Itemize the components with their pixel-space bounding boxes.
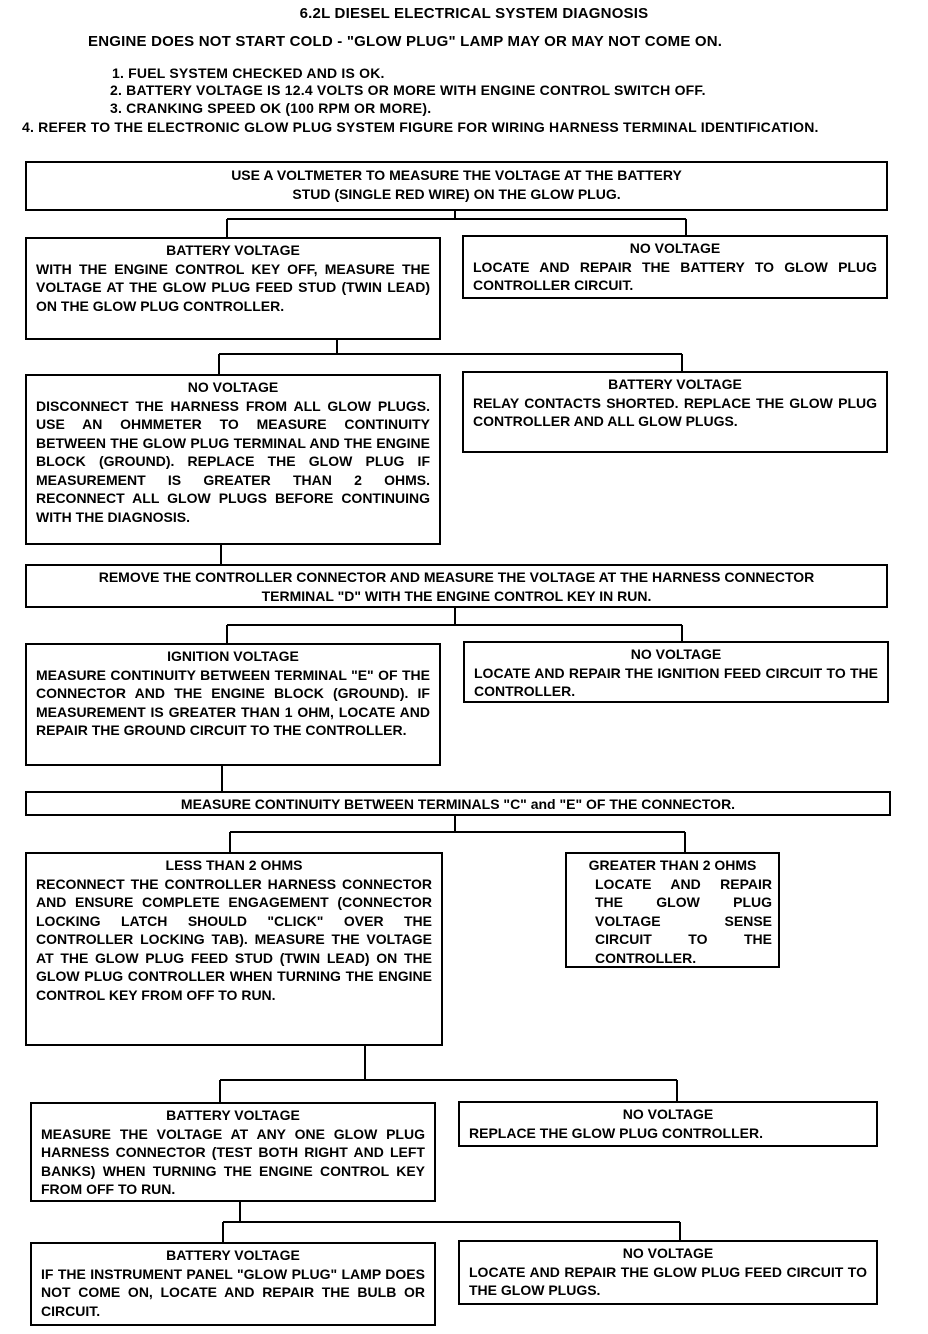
step-5-ignition-voltage-box xyxy=(25,643,441,766)
step-9-no-voltage-box xyxy=(458,1240,878,1305)
step-9-right-text: LOCATE AND REPAIR THE GLOW PLUG FEED CIRCUIT TO THE GLOW PLUGS. xyxy=(469,1263,867,1298)
step-3-left-text: DISCONNECT THE HARNESS FROM ALL GLOW PLUGS. USE AN OHMMETER TO MEASURE CONTINUITY BETWEEN THE GLOW PLUG TERMINAL AND THE ENGINE BLOCK (GROUND). REPLACE THE GLOW PLUG IF MEASUREMENT IS GREATER THAN 2 OHMS. RECONNECT ALL GLOW PLUGS BEFORE CONTINUING WITH THE DIAGNOSIS. xyxy=(36,397,430,525)
precondition-3: 3. CRANKING SPEED OK (100 RPM OR MORE). xyxy=(110,100,432,116)
step-7-right-heading: GREATER THAN 2 OHMS xyxy=(588,857,757,873)
step-2-no-voltage-box xyxy=(462,235,888,299)
page-title: 6.2L DIESEL ELECTRICAL SYSTEM DIAGNOSIS xyxy=(299,5,649,22)
step-9-battery-voltage-box xyxy=(30,1242,436,1326)
precondition-2: 2. BATTERY VOLTAGE IS 12.4 VOLTS OR MORE WITH ENGINE CONTROL SWITCH OFF. xyxy=(110,82,706,98)
step-7-less-than-2-ohms-box xyxy=(25,852,443,1046)
step-7-left-text: RECONNECT THE CONTROLLER HARNESS CONNECTOR AND ENSURE COMPLETE ENGAGEMENT (CONNECTOR LOCKING LATCH SHOULD "CLICK" OVER THE CONTROLLER LOCKING TAB). MEASURE THE VOLTAGE AT THE GLOW PLUG FEED STUD (TWIN LEAD) ON THE GLOW PLUG CONTROLLER WHEN TURNING THE ENGINE CONTROL KEY FROM OFF TO RUN. xyxy=(36,875,432,1003)
step-8-battery-voltage-box xyxy=(30,1102,436,1202)
step-3-right-heading: BATTERY VOLTAGE xyxy=(608,376,742,392)
step-8-right-text: REPLACE THE GLOW PLUG CONTROLLER. xyxy=(469,1124,763,1141)
step-2-left-heading: BATTERY VOLTAGE xyxy=(166,242,300,258)
step-5-right-heading: NO VOLTAGE xyxy=(630,646,722,662)
step-9-left-heading: BATTERY VOLTAGE xyxy=(166,1247,300,1263)
page-subtitle: ENGINE DOES NOT START COLD - "GLOW PLUG" LAMP MAY OR MAY NOT COME ON. xyxy=(88,33,723,50)
step-8-left-heading: BATTERY VOLTAGE xyxy=(166,1107,300,1123)
precondition-1: 1. FUEL SYSTEM CHECKED AND IS OK. xyxy=(112,65,385,81)
step-5-no-voltage-box xyxy=(463,641,889,703)
step-4-text: REMOVE THE CONTROLLER CONNECTOR AND MEASURE THE VOLTAGE AT THE HARNESS CONNECTOR TERMINAL "D" WITH THE ENGINE CONTROL KEY IN RUN. xyxy=(98,569,815,604)
connector-s4-s5 xyxy=(227,607,682,643)
step-3-battery-voltage-box xyxy=(462,371,888,453)
step-2-left-text: WITH THE ENGINE CONTROL KEY OFF, MEASURE THE VOLTAGE AT THE GLOW PLUG FEED STUD (TWIN LEAD) ON THE GLOW PLUG CONTROLLER. xyxy=(36,260,430,314)
step-2-battery-voltage-box xyxy=(25,237,441,340)
step-7-greater-than-2-ohms-box xyxy=(565,852,780,968)
connector-s2-s3 xyxy=(219,340,682,374)
connector-s8-s9 xyxy=(223,1202,680,1242)
step-3-no-voltage-box xyxy=(25,374,441,545)
step-8-left-text: MEASURE THE VOLTAGE AT ANY ONE GLOW PLUG HARNESS CONNECTOR (TEST BOTH RIGHT AND LEFT BANKS) WHEN TURNING THE ENGINE CONTROL KEY FROM OFF TO RUN. xyxy=(41,1125,425,1197)
precondition-4: 4. REFER TO THE ELECTRONIC GLOW PLUG SYSTEM FIGURE FOR WIRING HARNESS TERMINAL IDENTIFICATION. xyxy=(22,119,819,135)
step-5-left-heading: IGNITION VOLTAGE xyxy=(167,648,299,664)
step-6-box xyxy=(25,791,891,816)
connector-s6-s7 xyxy=(230,816,685,852)
step-7-right-text: LOCATE AND REPAIR THE GLOW PLUG VOLTAGE SENSE CIRCUIT TO THE CONTROLLER. xyxy=(595,875,772,966)
step-2-right-text: LOCATE AND REPAIR THE BATTERY TO GLOW PLUG CONTROLLER CIRCUIT. xyxy=(473,258,877,293)
step-1-box xyxy=(25,161,888,211)
step-9-left-text: IF THE INSTRUMENT PANEL "GLOW PLUG" LAMP DOES NOT COME ON, LOCATE AND REPAIR THE BULB OR CIRCUIT. xyxy=(41,1265,425,1319)
step-2-right-heading: NO VOLTAGE xyxy=(629,240,721,256)
step-4-box xyxy=(25,564,888,608)
step-7-left-heading: LESS THAN 2 OHMS xyxy=(165,857,303,873)
step-1-text: USE A VOLTMETER TO MEASURE THE VOLTAGE AT THE BATTERY STUD (SINGLE RED WIRE) ON THE GLOW PLUG. xyxy=(231,167,682,202)
connector-s1-s2 xyxy=(227,211,686,237)
step-6-text: MEASURE CONTINUITY BETWEEN TERMINALS "C" and "E" OF THE CONNECTOR. xyxy=(180,796,736,812)
connector-s7-s8 xyxy=(220,1046,677,1102)
step-5-right-text: LOCATE AND REPAIR THE IGNITION FEED CIRCUIT TO THE CONTROLLER. xyxy=(474,664,878,699)
step-9-right-heading: NO VOLTAGE xyxy=(622,1245,714,1261)
step-8-right-heading: NO VOLTAGE xyxy=(622,1106,714,1122)
step-8-no-voltage-box xyxy=(458,1101,878,1147)
step-3-right-text: RELAY CONTACTS SHORTED. REPLACE THE GLOW PLUG CONTROLLER AND ALL GLOW PLUGS. xyxy=(473,394,877,429)
step-3-left-heading: NO VOLTAGE xyxy=(187,379,279,395)
step-5-left-text: MEASURE CONTINUITY BETWEEN TERMINAL "E" OF THE CONNECTOR AND THE ENGINE BLOCK (GROUND). IF MEASUREMENT IS GREATER THAN 1 OHM, LOCATE AND REPAIR THE GROUND CIRCUIT TO THE CONTROLLER. xyxy=(36,666,430,738)
